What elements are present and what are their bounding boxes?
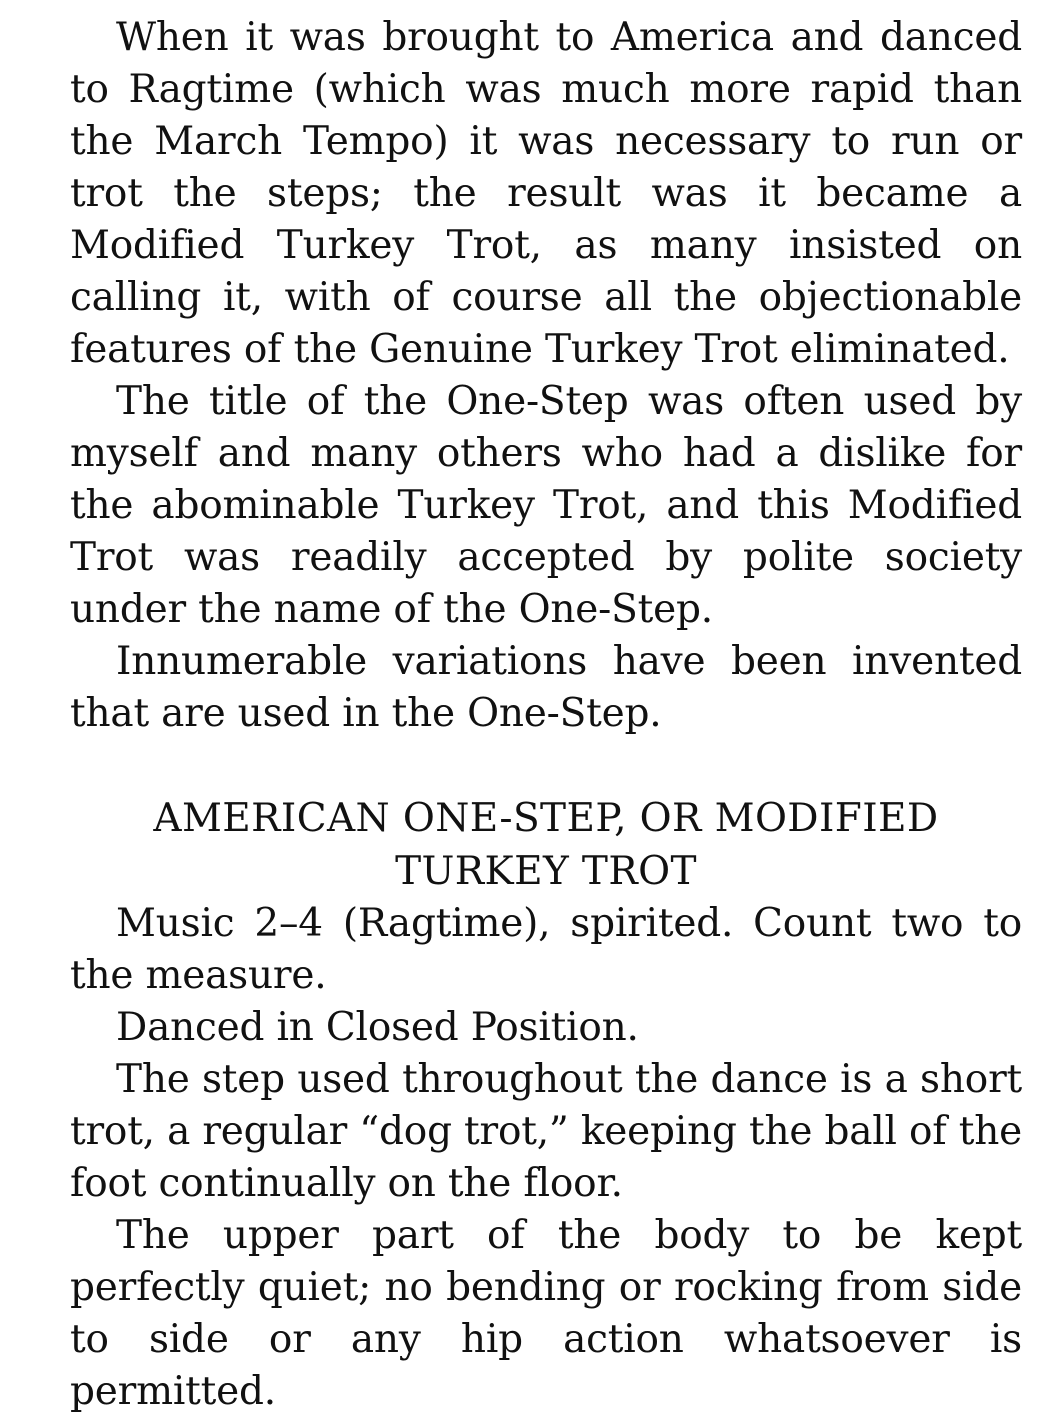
book-page (70, 12, 1022, 1418)
section-heading-line-1: AMERICAN ONE-STEP, OR MODIFIED (153, 796, 939, 841)
paragraph-origin-america: When it was brought to America and danced to Ragtime (which was much more rapid than the March Tempo) it was necessary to run or trot the steps; the result was it became a Modified Turkey Trot, as many insisted on calling it, with of course all the objectionable features of the Genuine Turkey Trot eliminated. (70, 15, 1022, 372)
paragraph-music: Music 2–4 (Ragtime), spirited. Count two to the measure. (70, 901, 1022, 998)
paragraph-step: The step used throughout the dance is a short trot, a regular “dog trot,” keeping the ball of the foot continually on the floor. (70, 1057, 1022, 1206)
section-heading (70, 792, 1022, 898)
section-heading-line-2: TURKEY TROT (395, 849, 697, 894)
paragraph-one-step-title: The title of the One-Step was often used by myself and many others who had a dislike for the abominable Turkey Trot, and this Modified Trot was readily accepted by polite society under the name of the One-Step. (70, 379, 1022, 632)
paragraph-position: Danced in Closed Position. (116, 1005, 639, 1050)
section-spacer (70, 740, 1022, 792)
paragraph-body-posture: The upper part of the body to be kept perfectly quiet; no bending or rocking from side to side or any hip action whatsoever is permitted. (70, 1213, 1022, 1414)
paragraph-variations: Innumerable variations have been invented that are used in the One-Step. (70, 639, 1022, 736)
